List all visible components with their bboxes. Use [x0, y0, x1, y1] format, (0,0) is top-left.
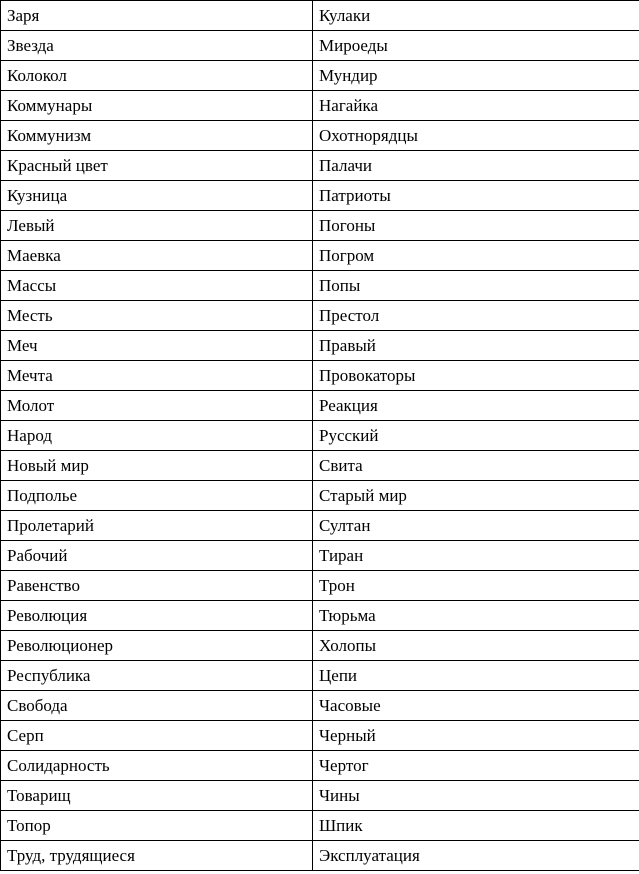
right-word-cell: Старый мир: [313, 481, 639, 511]
left-word-cell: Революционер: [1, 631, 313, 661]
table-row: [1, 31, 639, 61]
right-word-cell: Попы: [313, 271, 639, 301]
right-word-cell: Эксплуатация: [313, 841, 639, 871]
right-word-cell: Кулаки: [313, 1, 639, 31]
table-row: [1, 781, 639, 811]
left-word-cell: Серп: [1, 721, 313, 751]
right-word-cell: Русский: [313, 421, 639, 451]
right-word-cell: Палачи: [313, 151, 639, 181]
right-word-cell: Охотнорядцы: [313, 121, 639, 151]
table-row: [1, 841, 639, 871]
right-word-cell: Султан: [313, 511, 639, 541]
right-word-cell: Престол: [313, 301, 639, 331]
left-word-cell: Красный цвет: [1, 151, 313, 181]
right-word-cell: Патриоты: [313, 181, 639, 211]
table-row: [1, 151, 639, 181]
table-row: [1, 61, 639, 91]
left-word-cell: Равенство: [1, 571, 313, 601]
table-row: [1, 1, 639, 31]
left-word-cell: Революция: [1, 601, 313, 631]
table-row: [1, 481, 639, 511]
table-row: [1, 541, 639, 571]
left-word-cell: Солидарность: [1, 751, 313, 781]
right-word-cell: Провокаторы: [313, 361, 639, 391]
table-row: [1, 511, 639, 541]
right-word-cell: Нагайка: [313, 91, 639, 121]
right-word-cell: Чертог: [313, 751, 639, 781]
table-row: [1, 661, 639, 691]
left-word-cell: Республика: [1, 661, 313, 691]
left-word-cell: Топор: [1, 811, 313, 841]
table-body: [1, 1, 639, 871]
table-row: [1, 91, 639, 121]
table-row: [1, 301, 639, 331]
left-word-cell: Маевка: [1, 241, 313, 271]
left-word-cell: Звезда: [1, 31, 313, 61]
left-word-cell: Меч: [1, 331, 313, 361]
table-row: [1, 421, 639, 451]
right-word-cell: Шпик: [313, 811, 639, 841]
right-word-cell: Свита: [313, 451, 639, 481]
left-word-cell: Коммунары: [1, 91, 313, 121]
table-row: [1, 811, 639, 841]
left-word-cell: Подполье: [1, 481, 313, 511]
left-word-cell: Массы: [1, 271, 313, 301]
left-word-cell: Пролетарий: [1, 511, 313, 541]
right-word-cell: Цепи: [313, 661, 639, 691]
left-word-cell: Мечта: [1, 361, 313, 391]
right-word-cell: Правый: [313, 331, 639, 361]
left-word-cell: Народ: [1, 421, 313, 451]
right-word-cell: Трон: [313, 571, 639, 601]
right-word-cell: Часовые: [313, 691, 639, 721]
left-word-cell: Свобода: [1, 691, 313, 721]
left-word-cell: Левый: [1, 211, 313, 241]
left-word-cell: Труд, трудящиеся: [1, 841, 313, 871]
right-word-cell: Черный: [313, 721, 639, 751]
table-row: [1, 601, 639, 631]
right-word-cell: Холопы: [313, 631, 639, 661]
left-word-cell: Колокол: [1, 61, 313, 91]
left-word-cell: Молот: [1, 391, 313, 421]
table-row: [1, 241, 639, 271]
table-row: [1, 751, 639, 781]
table-row: [1, 181, 639, 211]
left-word-cell: Товарищ: [1, 781, 313, 811]
right-word-cell: Мироеды: [313, 31, 639, 61]
table-row: [1, 391, 639, 421]
table-row: [1, 631, 639, 661]
table-row: [1, 721, 639, 751]
table-row: [1, 211, 639, 241]
right-word-cell: Мундир: [313, 61, 639, 91]
left-word-cell: Месть: [1, 301, 313, 331]
right-word-cell: Погром: [313, 241, 639, 271]
table-row: [1, 121, 639, 151]
left-word-cell: Рабочий: [1, 541, 313, 571]
left-word-cell: Коммунизм: [1, 121, 313, 151]
table-row: [1, 571, 639, 601]
right-word-cell: Погоны: [313, 211, 639, 241]
table-row: [1, 271, 639, 301]
left-word-cell: Кузница: [1, 181, 313, 211]
right-word-cell: Тиран: [313, 541, 639, 571]
right-word-cell: Чины: [313, 781, 639, 811]
right-word-cell: Реакция: [313, 391, 639, 421]
left-word-cell: Заря: [1, 1, 313, 31]
table-row: [1, 331, 639, 361]
table-row: [1, 691, 639, 721]
table-row: [1, 361, 639, 391]
table-row: [1, 451, 639, 481]
right-word-cell: Тюрьма: [313, 601, 639, 631]
left-word-cell: Новый мир: [1, 451, 313, 481]
